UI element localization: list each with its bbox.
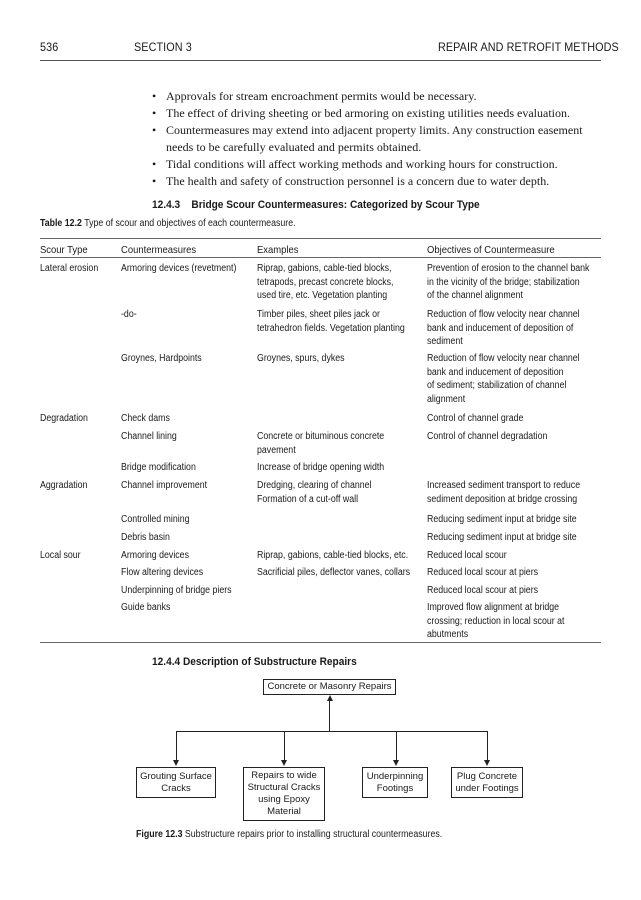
table-cell-counter: Armoring devices (revetment) xyxy=(121,263,237,274)
diagram-child-line: Underpinning xyxy=(366,771,424,782)
table-cell-objective: crossing; reduction in local scour at xyxy=(427,615,565,627)
table-top-rule xyxy=(40,238,601,239)
diagram-child-line: using Epoxy xyxy=(258,794,310,805)
table-caption xyxy=(40,218,296,229)
table-header-objectives: Objectives of Countermeasure xyxy=(427,244,555,256)
figure-label: Figure 12.3 xyxy=(136,829,183,840)
diagram-arrow-down xyxy=(484,760,490,766)
bullet-item: • Countermeasures may extend into adjacent property limits. Any construction easement needs to be carefully evaluated and permits obtained. xyxy=(150,122,605,156)
table-cell-objective: Prevention of erosion to the channel bank xyxy=(427,263,590,274)
table-cell-examples: used tire, etc. Vegetation planting xyxy=(257,290,388,302)
table-header-examples: Examples xyxy=(257,244,299,256)
table-cell-objective: Reduced local scour xyxy=(427,550,507,561)
diagram-branch-line xyxy=(176,731,487,732)
table-cell-examples: Riprap, gabions, cable-tied blocks, xyxy=(257,263,392,274)
diagram-arrow-down xyxy=(393,760,399,766)
bullet-list xyxy=(150,88,605,190)
table-cell-objective: bank and inducement of deposition xyxy=(427,366,564,378)
table-header-countermeasures: Countermeasures xyxy=(121,244,197,256)
table-cell-counter: Channel improvement xyxy=(121,480,208,491)
diagram-root-box xyxy=(263,679,396,695)
table-cell-objective: Improved flow alignment at bridge xyxy=(427,602,560,613)
diagram-child-underpinning xyxy=(362,767,428,798)
bullet-item: • The effect of driving sheeting or bed armoring on existing utilities needs evaluation. xyxy=(150,105,605,122)
diagram-drop-3 xyxy=(396,731,397,761)
diagram-drop-4 xyxy=(487,731,488,761)
diagram-drop-1 xyxy=(176,731,177,761)
figure-caption-text: Substructure repairs prior to installing structural countermeasures. xyxy=(184,829,443,840)
table-cell-objective: Reducing sediment input at bridge site xyxy=(427,514,577,525)
table-header-rule xyxy=(40,257,601,258)
diagram-child-line: under Footings xyxy=(455,783,519,794)
table-cell-counter: Debris basin xyxy=(121,532,170,543)
table-cell-objective: sediment xyxy=(427,336,463,348)
table-cell-examples: Riprap, gabions, cable-tied blocks, etc. xyxy=(257,550,409,561)
table-cell-objective: Reduction of flow velocity near channel xyxy=(427,353,580,364)
table-header-scour-type: Scour Type xyxy=(40,244,88,256)
table-cell-examples: pavement xyxy=(257,444,296,456)
table-cell-examples: Groynes, spurs, dykes xyxy=(257,353,345,364)
diagram-child-epoxy xyxy=(243,767,325,821)
diagram-child-line: Material xyxy=(267,806,301,817)
table-cell-counter: Check dams xyxy=(121,413,170,424)
table-cell-objective: alignment xyxy=(427,393,466,405)
table-cell-counter: -do- xyxy=(121,309,137,320)
table-cell-examples: tetrapods, precast concrete blocks, xyxy=(257,276,394,288)
table-cell-counter: Groynes, Hardpoints xyxy=(121,353,202,364)
table-cell-objective: Reduced local scour at piers xyxy=(427,585,539,596)
bullet-item: • The health and safety of construction personnel is a concern due to water depth. xyxy=(150,173,605,190)
figure-caption xyxy=(136,829,442,840)
page-number: 536 xyxy=(40,40,59,54)
table-cell-examples: Increase of bridge opening width xyxy=(257,462,385,473)
diagram-arrow-up xyxy=(327,695,333,701)
table-cell-objective: of the channel alignment xyxy=(427,290,523,302)
table-cell-counter: Bridge modification xyxy=(121,462,196,473)
table-cell-objective: abutments xyxy=(427,629,469,641)
table-cell-objective: Reduced local scour at piers xyxy=(427,567,539,578)
table-cell-counter: Controlled mining xyxy=(121,514,190,525)
table-label: Table 12.2 xyxy=(40,218,82,229)
diagram-arrow-down xyxy=(173,760,179,766)
diagram-child-plug-concrete xyxy=(451,767,523,798)
bullet-item: • Tidal conditions will affect working methods and working hours for construction. xyxy=(150,156,605,173)
diagram-child-line: Footings xyxy=(376,783,414,794)
table-cell-objective: bank and inducement of deposition of xyxy=(427,322,574,334)
diagram-drop-2 xyxy=(284,731,285,761)
table-cell-objective: in the vicinity of the bridge; stabilization xyxy=(427,276,580,288)
table-cell-counter: Armoring devices xyxy=(121,550,189,561)
table-cell-examples: Timber piles, sheet piles jack or xyxy=(257,309,380,320)
table-cell-objective: Reducing sediment input at bridge site xyxy=(427,532,577,543)
table-cell-counter: Underpinning of bridge piers xyxy=(121,585,232,596)
diagram-child-line: Plug Concrete xyxy=(456,771,518,782)
diagram-root-label: Concrete or Masonry Repairs xyxy=(267,681,392,692)
table-cell-objective: of sediment; stabilization of channel xyxy=(427,380,567,392)
diagram-arrow-down xyxy=(281,760,287,766)
table-cell-examples: Sacrificial piles, deflector vanes, collars xyxy=(257,567,411,578)
section-heading-1243: 12.4.3 Bridge Scour Countermeasures: Categorized by Scour Type xyxy=(152,199,480,211)
diagram-child-line: Repairs to wide xyxy=(251,770,317,781)
table-cell-objective: sediment deposition at bridge crossing xyxy=(427,493,578,505)
section-heading-1244: 12.4.4 Description of Substructure Repairs xyxy=(152,656,357,668)
header-rule xyxy=(40,60,601,61)
table-cell-examples: Dredging, clearing of channel xyxy=(257,480,372,491)
table-cell-counter: Flow altering devices xyxy=(121,567,204,578)
table-cell-objective: Control of channel grade xyxy=(427,413,524,424)
table-cell-objective: Reduction of flow velocity near channel xyxy=(427,309,580,320)
diagram-child-line: Structural Cracks xyxy=(247,782,321,793)
table-caption-text: Type of scour and objectives of each countermeasure. xyxy=(84,218,296,229)
table-cell-type: Lateral erosion xyxy=(40,263,99,274)
table-cell-examples: Concrete or bituminous concrete xyxy=(257,431,385,442)
diagram-child-line: Grouting Surface xyxy=(140,771,212,782)
table-cell-counter: Guide banks xyxy=(121,602,171,613)
table-cell-objective: Control of channel degradation xyxy=(427,431,548,442)
table-bottom-rule xyxy=(40,642,601,643)
table-cell-type: Local sour xyxy=(40,550,81,561)
diagram-child-line: Cracks xyxy=(161,783,191,794)
table-cell-objective: Increased sediment transport to reduce xyxy=(427,480,581,491)
chapter-title: REPAIR AND RETROFIT METHODS xyxy=(438,40,619,54)
bullet-item: • Approvals for stream encroachment permits would be necessary. xyxy=(150,88,605,105)
diagram-child-grouting xyxy=(136,767,216,798)
table-cell-counter: Channel lining xyxy=(121,431,177,442)
table-cell-examples: tetrahedron fields. Vegetation planting xyxy=(257,322,405,334)
diagram-stem xyxy=(329,700,330,731)
section-label: SECTION 3 xyxy=(134,40,192,54)
table-cell-examples: Formation of a cut-off wall xyxy=(257,493,359,505)
table-cell-type: Aggradation xyxy=(40,480,88,491)
table-cell-type: Degradation xyxy=(40,413,88,424)
